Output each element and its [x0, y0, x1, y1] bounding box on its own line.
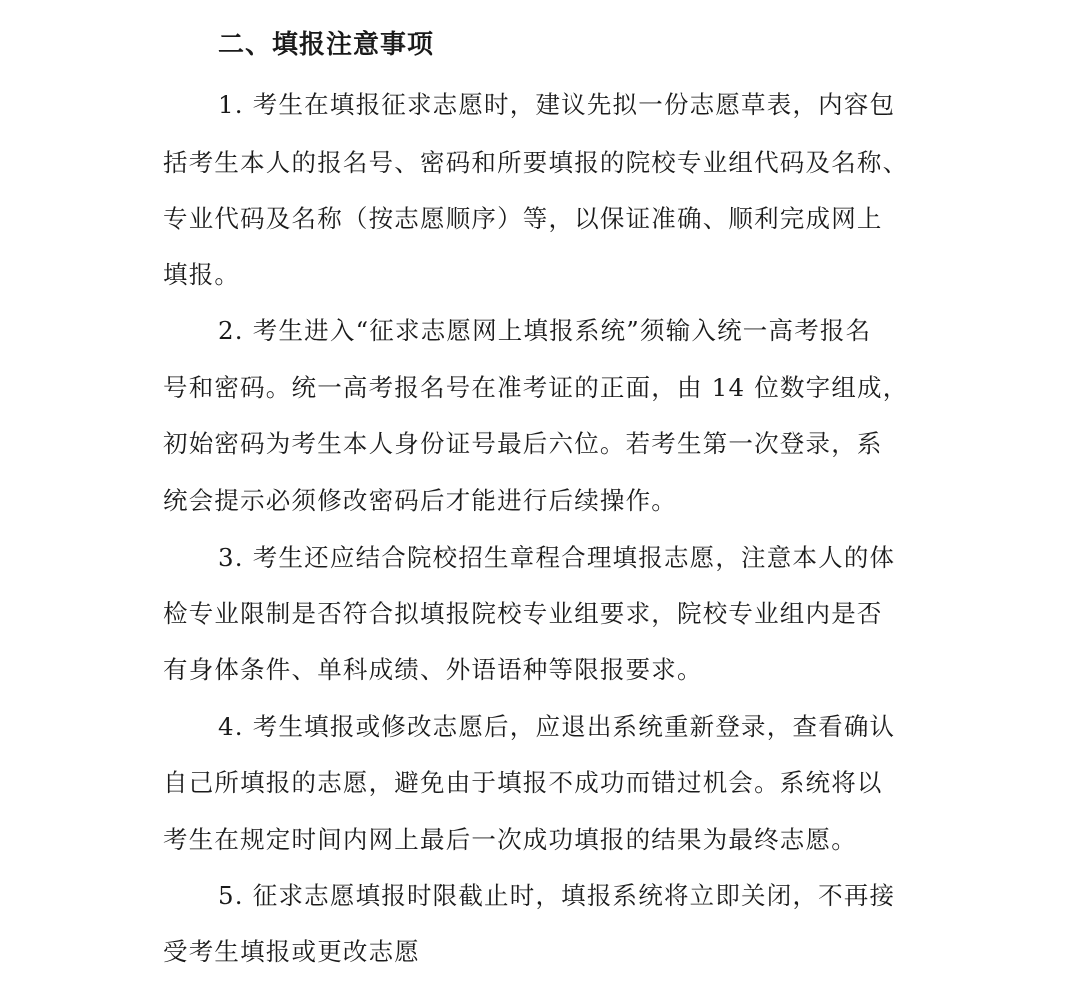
paragraph-line: 号和密码。统一高考报名号在准考证的正面，由 14 位数字组成， [163, 373, 909, 402]
paragraph-line: 填报。 [163, 260, 241, 289]
paragraph-line: 考生在规定时间内网上最后一次成功填报的结果为最终志愿。 [163, 825, 857, 854]
paragraph-line: 5. 征求志愿填报时限截止时，填报系统将立即关闭，不再接 [218, 881, 896, 910]
paragraph-line: 括考生本人的报名号、密码和所要填报的院校专业组代码及名称、 [163, 148, 909, 177]
paragraph-line: 3. 考生还应结合院校招生章程合理填报志愿，注意本人的体 [218, 543, 896, 572]
paragraph-line: 检专业限制是否符合拟填报院校专业组要求，院校专业组内是否 [163, 599, 883, 628]
paragraph-line: 统会提示必须修改密码后才能进行后续操作。 [163, 486, 677, 515]
paragraph-line: 专业代码及名称（按志愿顺序）等，以保证准确、顺利完成网上 [163, 204, 883, 233]
paragraph-line: 自己所填报的志愿，避免由于填报不成功而错过机会。系统将以 [163, 768, 883, 797]
paragraph-line: 受考生填报或更改志愿 [163, 937, 420, 966]
paragraph-line: 有身体条件、单科成绩、外语语种等限报要求。 [163, 655, 703, 684]
paragraph-line: 4. 考生填报或修改志愿后，应退出系统重新登录，查看确认 [218, 712, 896, 741]
section-title: 二、填报注意事项 [218, 30, 435, 60]
paragraph-line: 2. 考生进入“征求志愿网上填报系统”须输入统一高考报名 [218, 316, 872, 345]
paragraph-line: 1. 考生在填报征求志愿时，建议先拟一份志愿草表，内容包 [218, 90, 896, 119]
paragraph-line: 初始密码为考生本人身份证号最后六位。若考生第一次登录，系 [163, 429, 883, 458]
